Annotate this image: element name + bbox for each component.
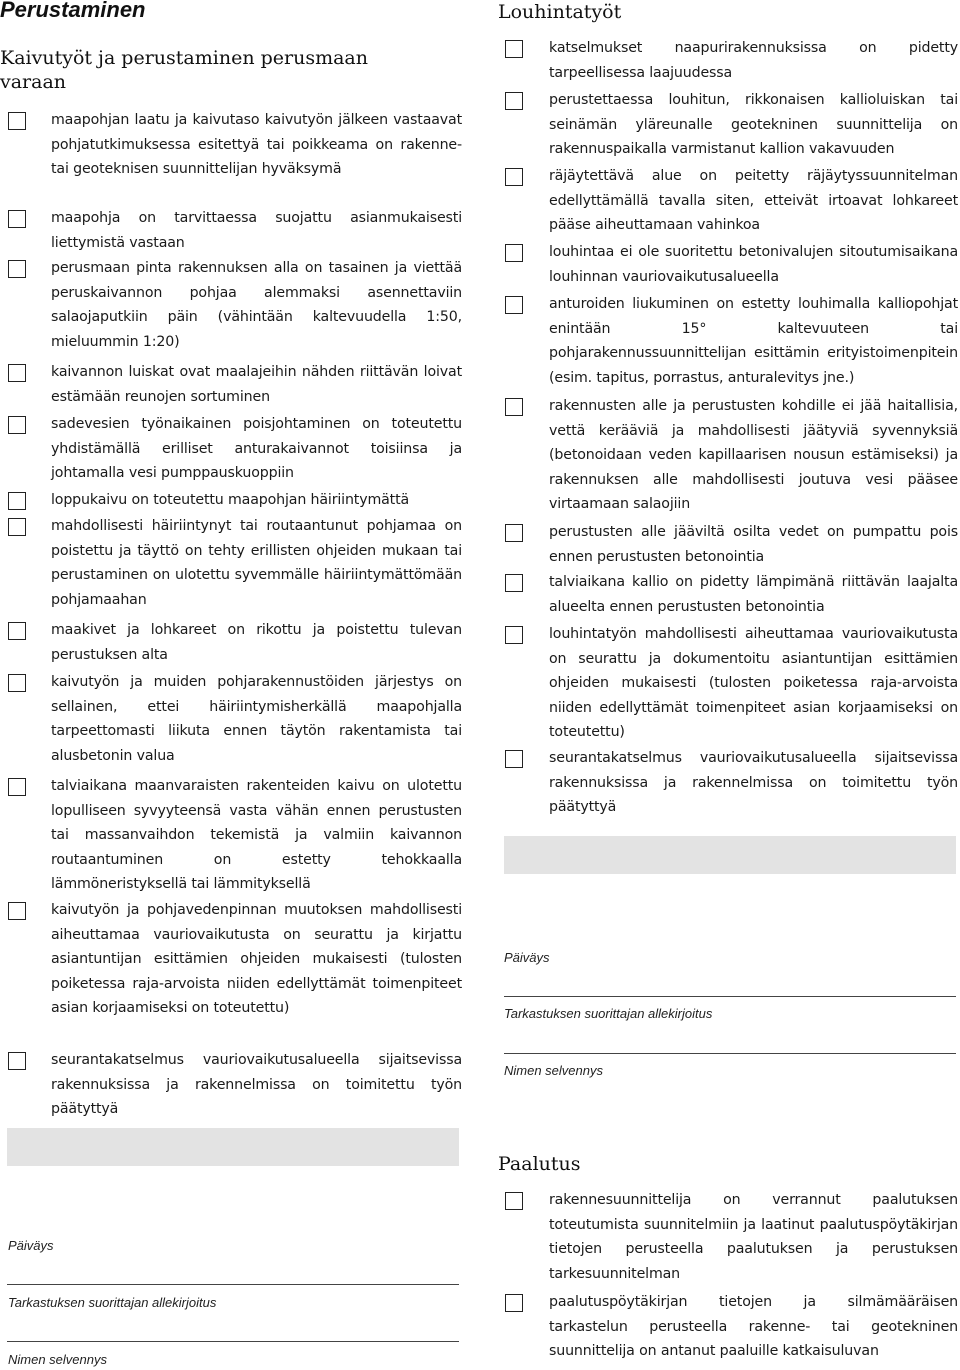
checkbox[interactable] xyxy=(505,92,523,110)
checklist-item xyxy=(498,36,958,88)
checklist-item xyxy=(498,622,958,746)
item-text: louhintatyön mahdollisesti aiheuttamaa vauriovaikutusta on seurattu ja dokumentoitu asiantuntijan esittämien ohjeiden mukaisesti (tulosten poiketessa raja-arvoista niiden edellyttämät toimenpiteet asian korjaamiseksi on toteutettu) xyxy=(549,626,958,741)
date-line[interactable] xyxy=(504,996,956,997)
checklist-item xyxy=(498,1188,958,1290)
item-text: perusmaan pinta rakennuksen alla on tasainen ja viettää peruskaivannon pohjaa alemmaksi asennettaviin salaojaputkiin päin (vähintään kaltevuudella 1:50, mieluummin 1:20) xyxy=(51,260,462,350)
checklist-item xyxy=(498,394,958,520)
checkbox[interactable] xyxy=(505,626,523,644)
checklist-item xyxy=(498,570,958,622)
page-title: Perustaminen xyxy=(0,0,146,22)
item-text: perustettaessa louhitun, rikkonaisen kallioluiskan tai seinämän yläreunalle geotekninen suunnittelija on rakennuspaikalla varmistanut kallion vakavuuden xyxy=(549,92,958,158)
signature-line[interactable] xyxy=(504,1053,956,1054)
date-label: Päiväys xyxy=(504,950,550,965)
item-text: kaivutyön ja muiden pohjarakennustöiden järjestys on sellainen, ettei häiriintymisherkällä maapohjalla tarpeettomasti liikuta ennen täytön rakentamista tai alusbetonin valua xyxy=(51,674,462,764)
item-text: perustusten alle jääviltä osilta vedet on pumpattu pois ennen perustusten betonointia xyxy=(549,524,958,565)
checklist-item xyxy=(0,206,462,256)
signature-label: Tarkastuksen suorittajan allekirjoitus xyxy=(8,1295,217,1310)
checklist-item xyxy=(0,360,462,412)
section-heading-paalutus: Paalutus xyxy=(498,1153,581,1175)
checkbox[interactable] xyxy=(8,902,26,920)
checklist-item xyxy=(0,774,462,898)
checklist-item xyxy=(0,108,462,206)
signature-line[interactable] xyxy=(7,1341,459,1342)
checklist-item xyxy=(498,164,958,240)
section-heading-kaivutyot: Kaivutyöt ja perustaminen perusmaan varaan xyxy=(0,47,368,93)
item-text: rakennusten alle ja perustusten kohdille ei jää haitallisia, vettä kerääviä ja mahdollisesti jäätyviä syvennyksiä (betonoidaan veden kapillaarisen nousun estämiseksi) ja rakennuksen alle mahdollisesti joutuva vesi pääsee virtaamaan salaojiin xyxy=(549,398,958,513)
louhintatyot-checklist xyxy=(498,36,958,822)
checklist-item xyxy=(498,746,958,822)
checkbox[interactable] xyxy=(505,1294,523,1312)
item-text: talviaikana kallio on pidetty lämpimänä riittävän laajalta alueelta ennen perustusten betonointia xyxy=(549,574,958,615)
item-text: seurantakatselmus vauriovaikutusalueella sijaitsevissa rakennuksissa ja rakennelmissa on toimitettu työn päätyttyä xyxy=(549,750,958,816)
checkbox[interactable] xyxy=(505,574,523,592)
item-text: talviaikana maanvaraisten rakenteiden kaivu on ulotettu lopulliseen syvyyteensä vasta vähän ennen perustusten tai massanvaihdon tekemistä ja valmiin kaivannon routaantuminen on estetty tehokkaalla lämmöneristyksellä tai lämmityksellä xyxy=(51,778,462,893)
item-text: paalutuspöytäkirjan tietojen ja silmämääräisen tarkastelun perusteella rakenne- tai geotekninen suunnittelija on antanut paaluille katkaisuluvan xyxy=(549,1294,958,1360)
signature-bar xyxy=(7,1128,459,1166)
item-text: maapohja on tarvittaessa suojattu asianmukaisesti liettymistä vastaan xyxy=(51,210,462,251)
name-label: Nimen selvennys xyxy=(504,1063,603,1078)
item-text: maakivet ja lohkareet on rikottu ja poistettu tulevan perustuksen alta xyxy=(51,622,462,663)
item-text: katselmukset naapurirakennuksissa on pidetty tarpeellisessa laajuudessa xyxy=(549,40,958,81)
checklist-item xyxy=(498,240,958,292)
item-text: sadevesien työnaikainen poisjohtaminen on toteutettu yhdistämällä erilliset anturakaivannot toisiinsa ja johtamalla vesi pumppauskuoppiin xyxy=(51,416,462,482)
item-text: anturoiden liukuminen on estetty louhimalla kalliopohjat enintään 15° kaltevuuteen tai pohjarakennussuunnittelijan esittämin erityistoimenpitein (esim. tapitus, porrastus, anturalevitys jne.) xyxy=(549,296,958,386)
checklist-item xyxy=(498,88,958,164)
checkbox[interactable] xyxy=(8,518,26,536)
checklist-item xyxy=(0,1048,462,1124)
item-text: louhintaa ei ole suoritettu betonivalujen sitoutumisaikana louhinnan vauriovaikutusalueella xyxy=(549,244,958,285)
section-heading-louhintatyot: Louhintatyöt xyxy=(498,1,622,23)
kaivutyot-checklist xyxy=(0,108,462,1124)
checkbox[interactable] xyxy=(8,112,26,130)
checkbox[interactable] xyxy=(8,416,26,434)
paalutus-checklist xyxy=(498,1188,958,1366)
checklist-item xyxy=(0,488,462,514)
item-text: kaivannon luiskat ovat maalajeihin nähden riittävän loivat estämään reunojen sortuminen xyxy=(51,364,462,405)
checklist-item xyxy=(0,412,462,488)
date-line[interactable] xyxy=(7,1284,459,1285)
checkbox[interactable] xyxy=(8,210,26,228)
item-text: maapohjan laatu ja kaivutaso kaivutyön jälkeen vastaavat pohjatutkimuksessa esitettyä tai poikkeama on rakenne- tai geoteknisen suunnittelijan hyväksymä xyxy=(51,112,462,178)
checklist-item xyxy=(498,520,958,570)
name-label: Nimen selvennys xyxy=(8,1352,107,1367)
checklist-item xyxy=(0,898,462,1048)
signature-bar xyxy=(504,836,956,874)
checkbox[interactable] xyxy=(505,750,523,768)
checkbox[interactable] xyxy=(505,398,523,416)
checkbox[interactable] xyxy=(8,492,26,510)
checklist-item xyxy=(0,618,462,670)
checkbox[interactable] xyxy=(8,260,26,278)
checklist-item xyxy=(0,256,462,360)
checkbox[interactable] xyxy=(8,674,26,692)
item-text: rakennesuunnittelija on verrannut paalutuksen toteutumista suunnitelmiin ja laatinut paalutuspöytäkirjan tietojen perusteella paalutuksen ja perustuksen tarkesuunnitelman xyxy=(549,1192,958,1282)
checkbox[interactable] xyxy=(8,364,26,382)
checklist-item xyxy=(498,292,958,394)
checkbox[interactable] xyxy=(505,40,523,58)
item-text: loppukaivu on toteutettu maapohjan häiriintymättä xyxy=(51,492,410,508)
item-text: mahdollisesti häiriintynyt tai routaantunut pohjamaa on poistettu ja täyttö on tehty erillisten ohjeiden mukaan tai perustaminen on ulotettu syvemmälle häiriintymättömään pohjamaahan xyxy=(51,518,462,608)
item-text: räjäytettävä alue on peitetty räjäytyssuunnitelman edellyttämällä tavalla siten, etteivät irtoavat lohkareet pääse aiheuttamaan vahinkoa xyxy=(549,168,958,234)
checklist-item xyxy=(498,1290,958,1366)
signature-label: Tarkastuksen suorittajan allekirjoitus xyxy=(504,1006,713,1021)
checkbox[interactable] xyxy=(505,168,523,186)
checklist-item xyxy=(0,670,462,774)
item-text: kaivutyön ja pohjavedenpinnan muutoksen mahdollisesti aiheuttamaa vauriovaikutusta on seurattu ja kirjattu asiantuntijan esittämien ohjeiden mukaisesti (tulosten poiketessa raja-arvoista niiden edellyttämät toimenpiteet asian korjaamiseksi on toteutettu) xyxy=(51,902,462,1017)
checkbox[interactable] xyxy=(505,524,523,542)
checkbox[interactable] xyxy=(505,1192,523,1210)
checkbox[interactable] xyxy=(8,778,26,796)
checkbox[interactable] xyxy=(8,622,26,640)
date-label: Päiväys xyxy=(8,1238,54,1253)
item-text: seurantakatselmus vauriovaikutusalueella sijaitsevissa rakennuksissa ja rakennelmissa on toimitettu työn päätyttyä xyxy=(51,1052,462,1118)
checkbox[interactable] xyxy=(505,296,523,314)
checkbox[interactable] xyxy=(8,1052,26,1070)
checkbox[interactable] xyxy=(505,244,523,262)
checklist-item xyxy=(0,514,462,618)
